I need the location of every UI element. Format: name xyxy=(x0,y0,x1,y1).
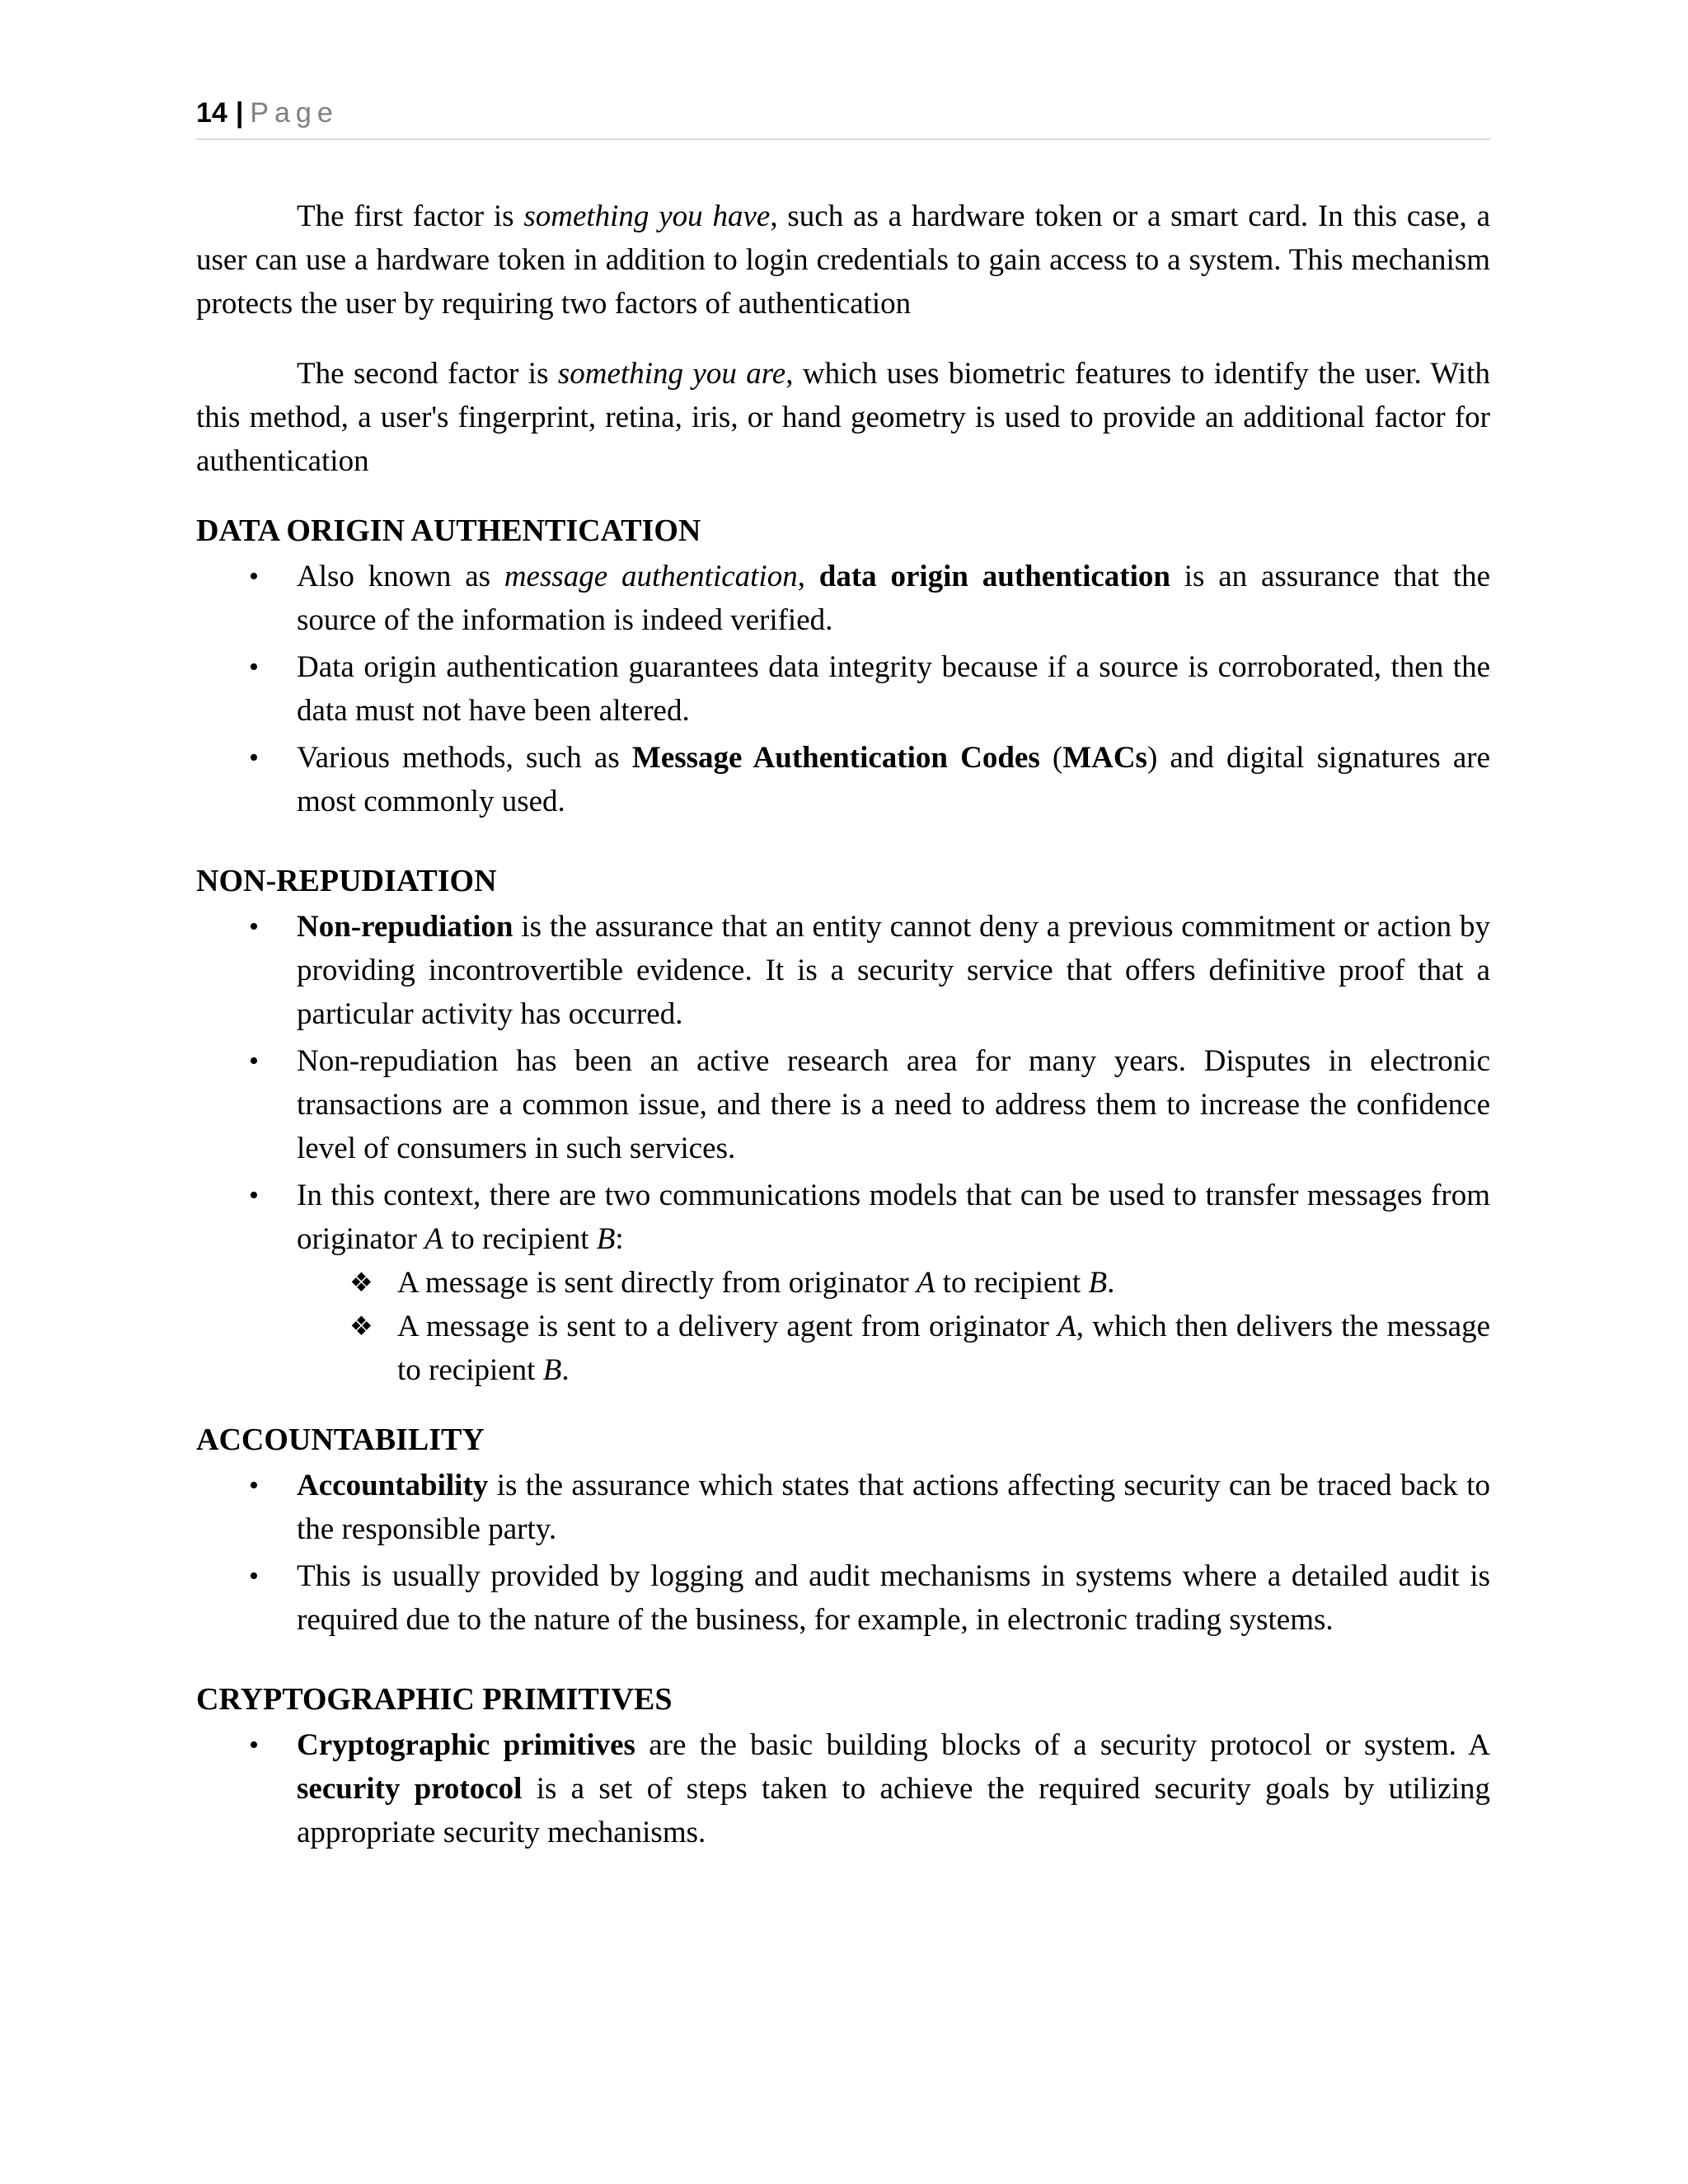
emphasis: A xyxy=(916,1266,935,1300)
text: , such as a hardware token or a smart card. In this case, a user can use a hardware token in addition to login credentials to gain access to a system. This mechanism protects the user by requiring two factors of authentication xyxy=(196,199,1490,321)
text: The first factor is xyxy=(297,199,524,233)
header-separator: | xyxy=(235,97,244,129)
text: is the assurance that an entity cannot deny a previous commitment or action by providing incontrovertible evidence. It is a security service that offers definitive proof that a particular activity has occurred. xyxy=(297,910,1490,1031)
intro-paragraph-2 xyxy=(196,352,1490,483)
text: are the basic building blocks of a security protocol or system. A xyxy=(635,1728,1490,1762)
intro-paragraph-1 xyxy=(196,194,1490,326)
page-content xyxy=(196,194,1490,1854)
list-item xyxy=(196,736,1490,823)
strong: security protocol xyxy=(297,1772,523,1806)
page-word: Page xyxy=(250,97,339,129)
bullet-icon: • xyxy=(249,1180,259,1211)
strong: MACs xyxy=(1062,741,1147,775)
list-item xyxy=(196,1039,1490,1170)
strong: Cryptographic primitives xyxy=(297,1728,635,1762)
accountability-list xyxy=(196,1464,1490,1642)
list-item xyxy=(196,555,1490,642)
text: is an assurance that the source of the information is indeed verified. xyxy=(297,560,1491,637)
text: A message is sent directly from originator xyxy=(397,1266,917,1300)
text: to recipient xyxy=(443,1222,597,1256)
text: Various methods, such as xyxy=(297,741,632,775)
bullet-icon: • xyxy=(249,912,259,942)
data-origin-list xyxy=(196,555,1490,823)
bullet-icon: • xyxy=(249,561,259,592)
text: Also known as xyxy=(297,560,504,593)
emphasis: message authentication xyxy=(504,560,798,593)
text: ( xyxy=(1039,741,1063,775)
strong: Message Authentication Codes xyxy=(631,741,1040,775)
text: : xyxy=(615,1222,624,1256)
text: is a set of steps taken to achieve the required security goals by utilizing appropriate security mechanisms. xyxy=(297,1772,1490,1849)
emphasis: B xyxy=(542,1353,562,1387)
sub-list-item xyxy=(297,1305,1490,1392)
diamond-bullet-icon: ❖ xyxy=(349,1268,373,1297)
bullet-icon: • xyxy=(249,1046,259,1076)
emphasis: A xyxy=(424,1222,443,1256)
section-heading-accountability: ACCOUNTABILITY xyxy=(196,1422,485,1457)
text: , xyxy=(797,560,819,593)
crypto-list xyxy=(196,1723,1490,1854)
bullet-icon: • xyxy=(249,652,259,682)
text: , which uses biometric features to identify the user. With this method, a user's fingerprint, retina, iris, or hand geometry is used to provide an additional factor for authentication xyxy=(196,357,1490,478)
bullet-icon: • xyxy=(249,743,259,773)
section-heading-non-repudiation: NON-REPUDIATION xyxy=(196,864,497,898)
page-header xyxy=(196,97,1490,140)
bullet-icon: • xyxy=(249,1730,259,1760)
text: ) and digital signatures are most commonly used. xyxy=(297,741,1490,818)
diamond-bullet-icon: ❖ xyxy=(349,1311,373,1341)
text: Data origin authentication guarantees data integrity because if a source is corroborated, then the data must not have been altered. xyxy=(297,650,1490,728)
non-repudiation-list xyxy=(196,905,1490,1392)
bullet-icon: • xyxy=(249,1561,259,1591)
emphasis: B xyxy=(596,1222,616,1256)
section-heading-cryptographic-primitives: CRYPTOGRAPHIC PRIMITIVES xyxy=(196,1682,673,1717)
text: Non-repudiation has been an active research area for many years. Disputes in electronic transactions are a common issue, and there is a need to address them to increase the confidence level of consumers in such services. xyxy=(297,1044,1490,1165)
list-item xyxy=(196,905,1490,1036)
list-item xyxy=(196,645,1490,733)
text: This is usually provided by logging and audit mechanisms in systems where a detailed audit is required due to the nature of the business, for example, in electronic trading systems. xyxy=(297,1559,1490,1637)
bullet-icon: • xyxy=(249,1470,259,1501)
list-item xyxy=(196,1554,1490,1642)
text: , which then delivers the message to recipient xyxy=(397,1310,1490,1387)
emphasis: B xyxy=(1088,1266,1108,1300)
sub-list xyxy=(297,1261,1490,1392)
list-item xyxy=(196,1723,1490,1854)
text: . xyxy=(561,1353,570,1387)
text: The second factor is xyxy=(297,357,558,391)
text: A message is sent to a delivery agent from originator xyxy=(397,1310,1058,1343)
sub-list-item xyxy=(297,1261,1490,1305)
section-heading-data-origin: DATA ORIGIN AUTHENTICATION xyxy=(196,513,701,548)
page-number: 14 xyxy=(196,97,227,129)
strong: data origin authentication xyxy=(818,560,1170,593)
strong: Accountability xyxy=(297,1469,489,1502)
emphasis: something you have xyxy=(523,199,771,233)
text: to recipient xyxy=(935,1266,1089,1300)
text: In this context, there are two communications models that can be used to transfer messages from originator xyxy=(297,1179,1490,1256)
emphasis: A xyxy=(1057,1310,1076,1343)
strong: Non-repudiation xyxy=(297,910,513,944)
text: . xyxy=(1107,1266,1115,1300)
list-item xyxy=(196,1464,1490,1551)
text: is the assurance which states that actions affecting security can be traced back to the responsible party. xyxy=(297,1469,1490,1546)
emphasis: something you are xyxy=(557,357,786,391)
list-item xyxy=(196,1174,1490,1392)
